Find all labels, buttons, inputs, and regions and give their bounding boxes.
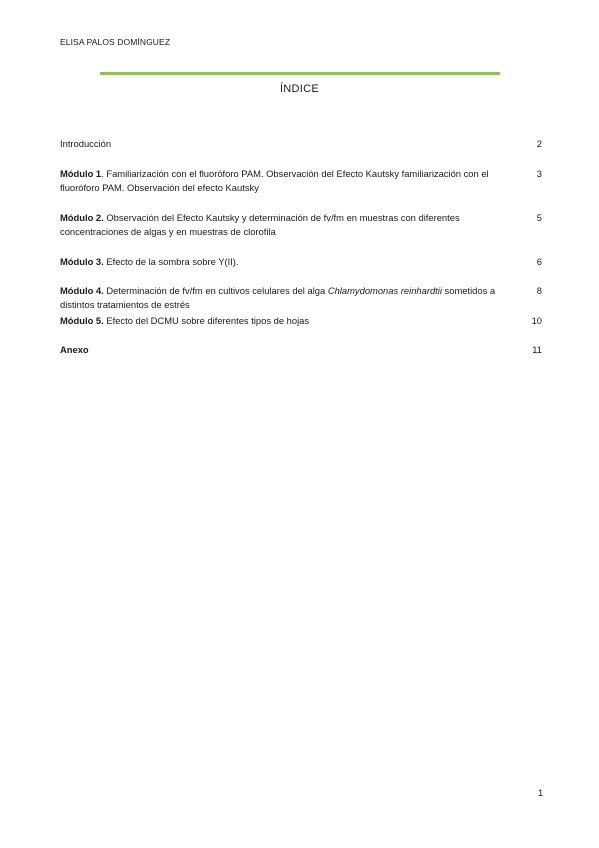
toc-page-number: 11 [532, 344, 542, 355]
toc-entry-title: Observación del Efecto Kautsky y determinación de fv/fm en muestras con diferentes concentraciones de algas y en muestras de clorofila [60, 212, 460, 237]
toc-entry-module-4[interactable] [60, 284, 542, 312]
toc-entry-intro[interactable] [60, 137, 542, 151]
running-header: ELISA PALOS DOMÍNGUEZ [60, 37, 171, 47]
toc-entry-annex[interactable] [60, 343, 542, 357]
toc-page-number: 2 [536, 138, 542, 149]
toc-entry-title: Efecto del DCMU sobre diferentes tipos de hojas [103, 315, 310, 326]
toc-page-number: 10 [531, 315, 542, 326]
toc-page-number: 8 [536, 285, 542, 296]
toc-entry-label: Módulo 3. [60, 256, 104, 267]
toc-page-number: 3 [536, 168, 542, 179]
toc-entry-species: Chlamydomonas reinhardtii [327, 285, 442, 296]
toc-entry-title-continued: sometidos a distintos tratamientos de estrés [60, 285, 496, 310]
toc-entry-module-1[interactable] [60, 167, 542, 195]
toc-entry-label: Módulo 4. [60, 285, 104, 296]
toc-entry-module-3[interactable] [60, 255, 542, 269]
header-rule [100, 72, 500, 75]
toc-entry-module-2[interactable] [60, 211, 542, 239]
toc-entry-module-5[interactable] [60, 314, 542, 328]
toc-entry-label: Módulo 1 [60, 168, 102, 179]
index-title: ÍNDICE [279, 83, 320, 95]
toc-entry-label: Módulo 5. [60, 315, 104, 326]
toc-entry-label: Introducción [60, 138, 112, 149]
page-number: 1 [538, 787, 544, 798]
toc-entry-label: Módulo 2. [60, 212, 104, 223]
toc-entry-title: . Familiarización con el fluoróforo PAM. Observación del Efecto Kautsky familiarización con el fluoróforo PAM. Observación del efecto Kautsky [60, 168, 489, 193]
toc-entry-label: Anexo [60, 344, 89, 355]
toc-entry-title: Determinación de fv/fm en cultivos celulares del alga [103, 285, 328, 296]
toc-page-number: 5 [536, 212, 542, 223]
toc-entry-title: Efecto de la sombra sobre Y(II). [103, 256, 239, 267]
toc-page-number: 6 [536, 256, 542, 267]
